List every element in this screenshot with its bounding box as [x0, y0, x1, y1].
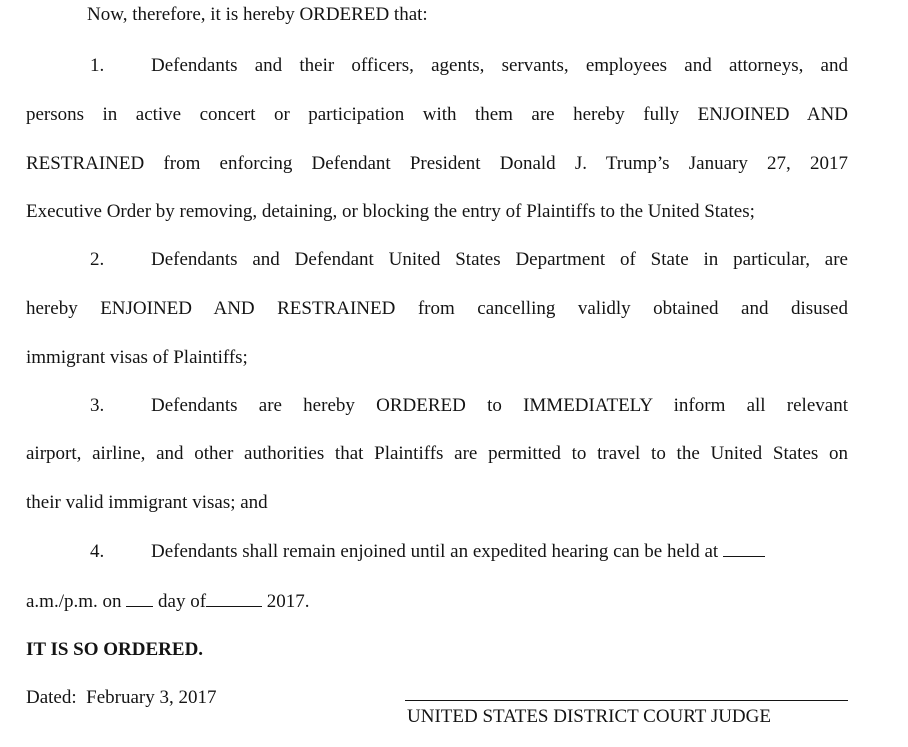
paragraph-1-number: 1. [90, 55, 105, 76]
paragraph-4-line-2 [26, 592, 848, 611]
dated-line: Dated: February 3, 2017 [26, 687, 217, 708]
paragraph-3-line-1: Defendants are hereby ORDERED to IMMEDIATELY inform all relevant [151, 395, 848, 416]
paragraph-3-number: 3. [90, 395, 105, 416]
signature-line [405, 700, 848, 701]
paragraph-2-line-1: Defendants and Defendant United States Department of State in particular, are [151, 249, 848, 270]
signature-caption: UNITED STATES DISTRICT COURT JUDGE [407, 706, 771, 727]
paragraph-3-first-line [90, 396, 848, 415]
paragraph-2-line-2: hereby ENJOINED AND RESTRAINED from cancelling validly obtained and disused [26, 298, 848, 319]
hearing-time-blank [723, 542, 765, 557]
paragraph-4-line-1: Defendants shall remain enjoined until an expedited hearing can be held at [151, 541, 719, 562]
paragraph-3-line-2: airport, airline, and other authorities that Plaintiffs are permitted to travel to the United States on [26, 443, 848, 464]
ampm-label: a.m./p.m. on [26, 591, 122, 612]
hearing-month-blank [206, 592, 262, 607]
paragraph-1-first-line [90, 56, 848, 75]
day-of-label: day of [158, 591, 207, 612]
paragraph-1-line-3: RESTRAINED from enforcing Defendant President Donald J. Trump’s January 27, 2017 [26, 153, 848, 174]
year-label: 2017. [266, 591, 310, 612]
paragraph-2-line-3: immigrant visas of Plaintiffs; [26, 347, 248, 368]
paragraph-2-first-line [90, 250, 848, 269]
paragraph-1-line-1: Defendants and their officers, agents, servants, employees and attorneys, and [151, 55, 848, 76]
paragraph-1-line-4: Executive Order by removing, detaining, or blocking the entry of Plaintiffs to the United States; [26, 201, 755, 222]
paragraph-2-number: 2. [90, 249, 105, 270]
paragraph-4-number: 4. [90, 541, 105, 562]
so-ordered-heading: IT IS SO ORDERED. [26, 639, 204, 660]
hearing-day-blank [126, 592, 153, 607]
paragraph-4-first-line [90, 542, 848, 561]
paragraph-1-line-2: persons in active concert or participation with them are hereby fully ENJOINED AND [26, 104, 848, 125]
paragraph-3-line-3: their valid immigrant visas; and [26, 492, 268, 513]
order-intro: Now, therefore, it is hereby ORDERED that: [87, 4, 428, 25]
